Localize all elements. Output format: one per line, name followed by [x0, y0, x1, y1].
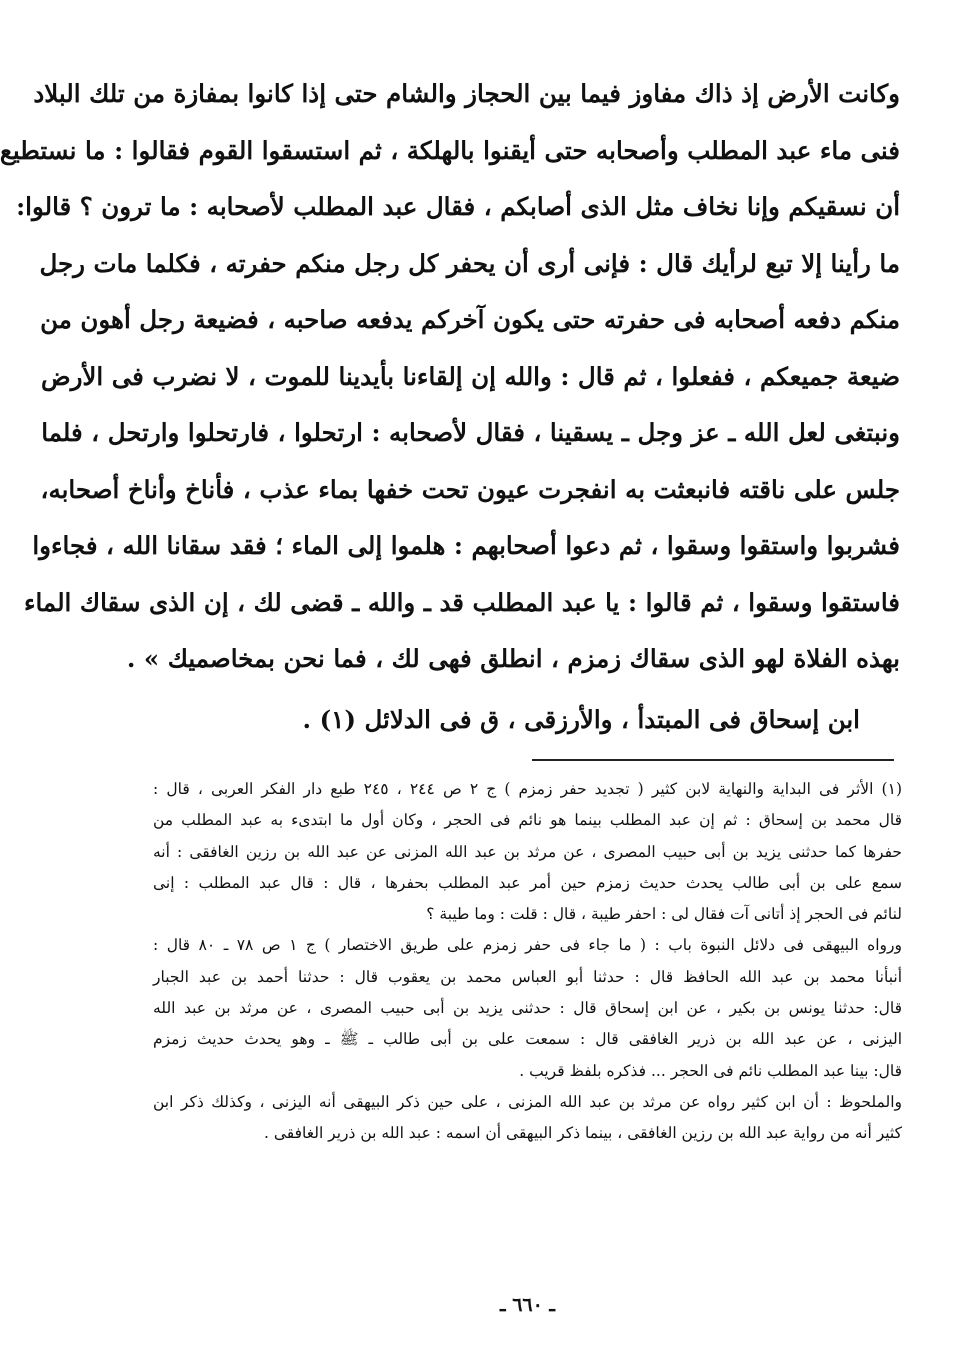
- main-text-line: ضيعة جميعكم ، ففعلوا ، ثم قال : والله إن إلقاءنا بأيدينا للموت ، لا نضرب فى الأرض: [40, 361, 900, 391]
- main-text-line: منكم دفعه أصحابه فى حفرته حتى يكون آخركم يدفعه صاحبه ، فضيعة رجل أهون من: [40, 305, 900, 334]
- source-citation: ابن إسحاق فى المبتدأ ، والأرزقى ، ق فى الدلائل (١) .: [302, 705, 860, 734]
- footnote-line: ورواه البيهقى فى دلائل النبوة باب : ( ما جاء فى حفر زمزم على طريق الاختصار ) ج ١ ص ٧٨ ـ ٨٠ قال :: [153, 936, 902, 955]
- footnotes-block: [153, 774, 902, 1150]
- footnote-line: قال: بينا عبد المطلب نائم فى الحجر ... فذكره بلفظ قريب .: [519, 1061, 902, 1080]
- main-text-line: وكانت الأرض إذ ذاك مفاوز فيما بين الحجاز والشام حتى إذا كانوا بمفازة من تلك البلاد: [33, 79, 900, 108]
- footnote-line: قال: حدثنا يونس بن بكير ، عن ابن إسحاق قال : حدثنى يزيد بن أبى حبيب المصرى ، عن مرثد بن عبد الله: [153, 999, 902, 1018]
- footnote-line: حفرها كما حدثنى يزيد بن أبى حبيب المصرى ، عن مرثد بن عبد الله المزنى عن عبد الله بن رزين الغافقى : أنه: [153, 842, 902, 861]
- footnote-line: (١) الأثر فى البداية والنهاية لابن كثير ( تجديد حفر زمزم ) ج ٢ ص ٢٤٤ ، ٢٤٥ طبع دار الفكر العربى ، قال :: [153, 780, 902, 798]
- main-text-line: فاستقوا وسقوا ، ثم قالوا : يا عبد المطلب قد ـ والله ـ قضى لك ، إن الذى سقاك الماء: [23, 587, 900, 617]
- main-text-line: أن نسقيكم وإنا نخاف مثل الذى أصابكم ، فقال عبد المطلب لأصحابه : ما ترون ؟ قالوا:: [16, 192, 900, 221]
- footnote-line: لنائم فى الحجر إذ أتانى آت فقال لى : احفر طيبة ، قال : قلت : وما طيبة ؟: [426, 905, 902, 924]
- main-text-line: فشربوا واستقوا وسقوا ، ثم دعوا أصحابهم : هلموا إلى الماء ؛ فقد سقانا الله ، فجاءوا: [32, 531, 900, 560]
- footnote-line: سمع على بن أبى طالب يحدث حديث زمزم حين أمر عبد المطلب بحفرها ، قال : قال عبد المطلب : إنى: [153, 873, 902, 892]
- footnote-divider: [532, 759, 894, 761]
- main-text-block: [0, 66, 900, 688]
- footnote-line: كثير أنه من رواية عبد الله بن رزين الغافقى ، بينما ذكر البيهقى أن اسمه : عبد الله بن ذرير الغافقى .: [264, 1124, 902, 1143]
- footnote-line: اليزنى ، عن عبد الله بن ذرير الغافقى قال : سمعت على بن أبى طالب ـ ﷺ ـ وهو يحدث حديث زمزم: [153, 1030, 902, 1049]
- main-text-line: ما رأينا إلا تبع لرأيك قال : فإنى أرى أن يحفر كل رجل منكم حفرته ، فكلما مات رجل: [39, 248, 900, 278]
- page-number: ـ ٦٦٠ ـ: [500, 1294, 555, 1316]
- footnote-line: والملحوظ : أن ابن كثير رواه عن مرثد بن عبد الله المزنى ، على حين ذكر البيهقى أنه اليزنى ، وكذلك ذكر ابن: [153, 1092, 902, 1111]
- footnote-line: قال محمد بن إسحاق : ثم إن عبد المطلب بينما هو نائم فى الحجر ، وكان أول ما ابتدىء به عبد المطلب من: [153, 811, 902, 830]
- main-text-line: بهذه الفلاة لهو الذى سقاك زمزم ، انطلق فهى لك ، فما نحن بمخاصميك » .: [126, 644, 900, 673]
- main-text-line: ونبتغى لعل الله ـ عز وجل ـ يسقينا ، فقال لأصحابه : ارتحلوا ، فارتحلوا وارتحل ، فلما: [41, 418, 900, 447]
- footnote-line: أنبأنا محمد بن عبد الله الحافظ قال : حدثنا أبو العباس محمد بن يعقوب قال : حدثنا أحمد بن عبد الجبار: [153, 967, 902, 986]
- main-text-line: جلس على ناقته فانبعثت به انفجرت عيون تحت خفها بماء عذب ، فأناخ وأناخ أصحابه،: [40, 474, 900, 504]
- main-text-line: فنى ماء عبد المطلب وأصحابه حتى أيقنوا بالهلكة ، ثم استسقوا القوم فقالوا : ما نستطيع: [0, 135, 900, 165]
